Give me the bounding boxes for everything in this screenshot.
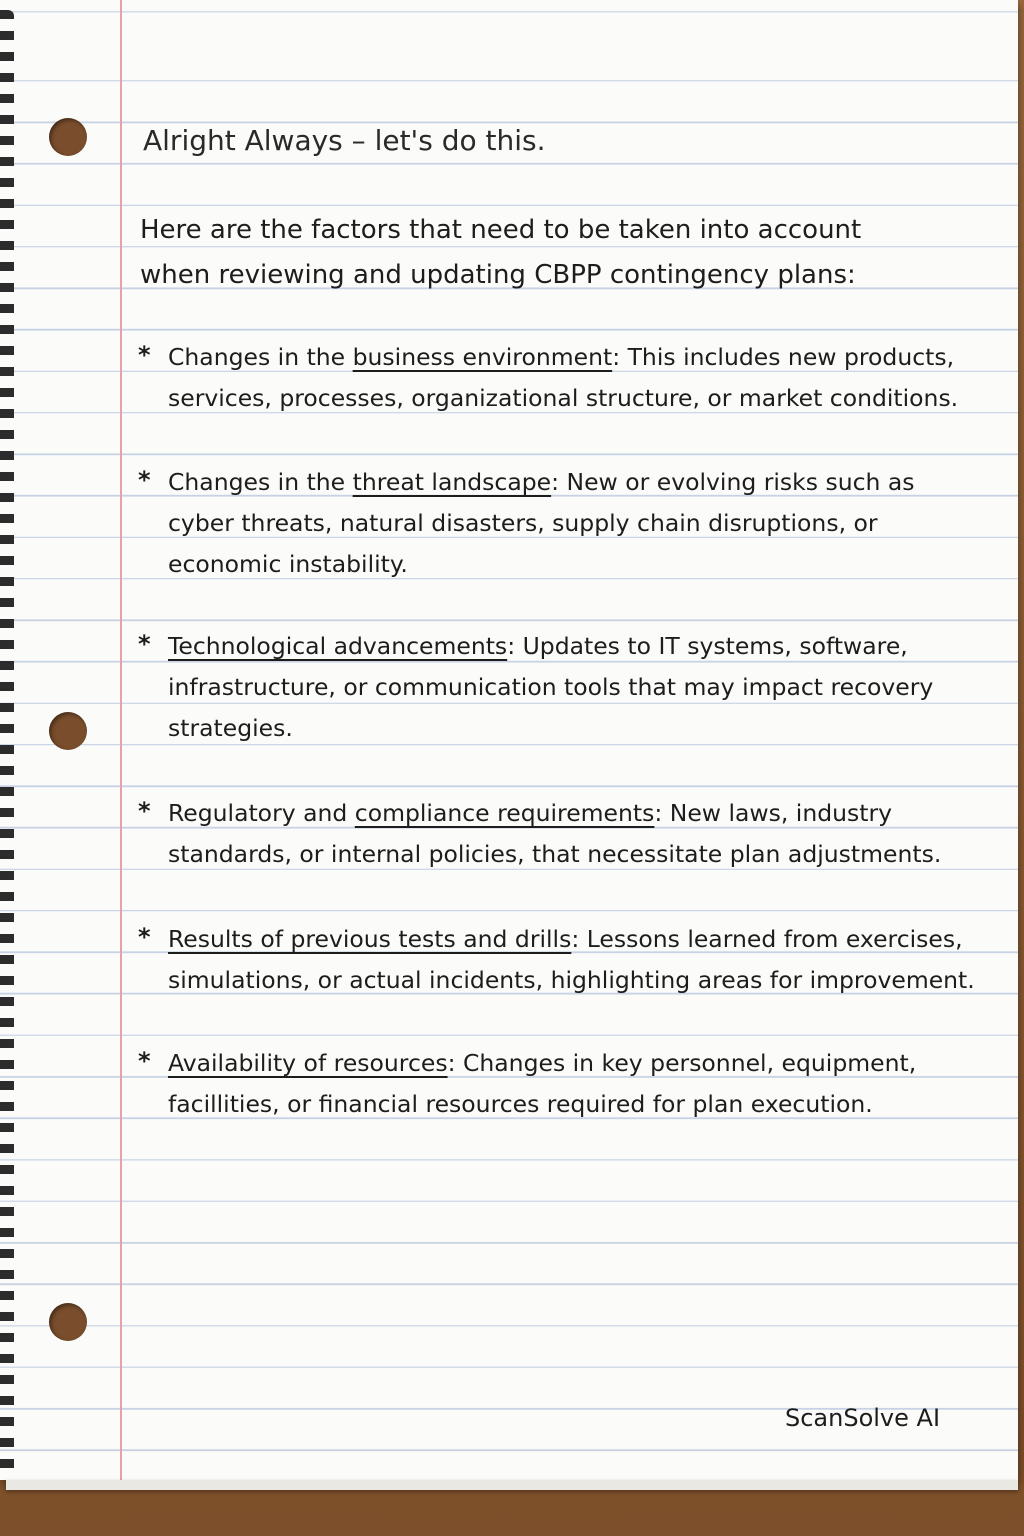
term-description: : Changes in key personnel, equipment, (447, 1049, 917, 1077)
bullet-asterisk: * (138, 1047, 151, 1075)
term-description: : New or evolving risks such as (551, 468, 915, 496)
term-description: : Lessons learned from exercises, (571, 925, 963, 953)
underlined-term: Results of previous tests and drills (168, 925, 572, 953)
bullet-asterisk: * (138, 923, 151, 951)
term-prefix: Changes in the (168, 343, 353, 371)
list-item-text (168, 793, 968, 875)
list-item-text (168, 626, 968, 749)
list-item-line: simulations, or actual incidents, highlighting areas for improvement. (168, 966, 975, 994)
page-stack-edge (6, 1480, 1018, 1490)
underlined-term: threat landscape (352, 468, 552, 496)
list-item-first-line (168, 1043, 968, 1084)
list-item-line: strategies. (168, 714, 293, 742)
list-item-text (168, 919, 975, 1001)
bullet-asterisk: * (138, 797, 151, 825)
underlined-term: Technological advancements (168, 632, 508, 660)
term-prefix: Changes in the (168, 468, 353, 496)
bullet-asterisk: * (138, 466, 151, 494)
list-item-line: services, processes, organizational structure, or market conditions. (168, 384, 959, 412)
list-item-line: standards, or internal policies, that necessitate plan adjustments. (168, 840, 942, 868)
list-item-text (168, 462, 968, 585)
list-item-text (168, 1043, 968, 1125)
list-item-first-line (168, 337, 968, 378)
greeting: Alright Always – let's do this. (143, 124, 546, 157)
list-item-first-line (168, 793, 968, 834)
term-description: : This includes new products, (612, 343, 955, 371)
term-description: : Updates to IT systems, software, (507, 632, 908, 660)
signature: ScanSolve AI (785, 1404, 941, 1432)
list-item-line: economic instability. (168, 550, 408, 578)
bullet-asterisk: * (138, 630, 151, 658)
intro-text (140, 208, 920, 298)
underlined-term: Availability of resources (168, 1049, 448, 1077)
underlined-term: business environment (352, 343, 613, 371)
list-item-line: facillities, or financial resources required for plan execution. (168, 1090, 873, 1118)
bullet-asterisk: * (138, 341, 151, 369)
intro-line: when reviewing and updating CBPP contingency plans: (140, 260, 856, 290)
list-item-line: cyber threats, natural disasters, supply chain disruptions, or (168, 509, 878, 537)
term-prefix: Regulatory and (168, 799, 355, 827)
underlined-term: compliance requirements (354, 799, 655, 827)
list-item-text (168, 337, 968, 419)
intro-line: Here are the factors that need to be taken into account (140, 215, 862, 245)
list-item-first-line (168, 919, 968, 960)
list-item-first-line (168, 462, 968, 503)
list-item-line: infrastructure, or communication tools that may impact recovery (168, 673, 934, 701)
term-description: : New laws, industry (654, 799, 893, 827)
list-item-first-line (168, 626, 968, 667)
